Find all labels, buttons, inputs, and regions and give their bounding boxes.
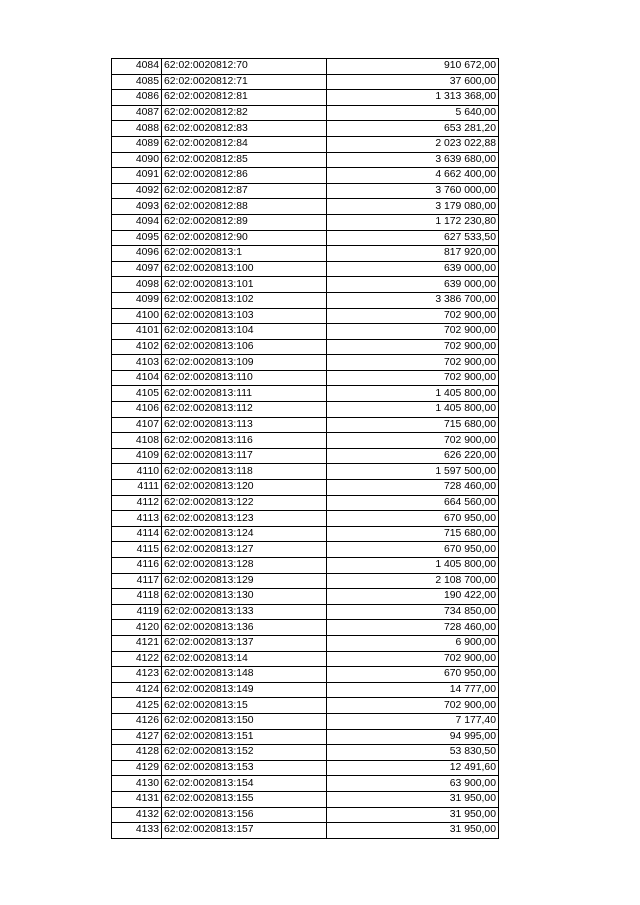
row-number-cell: 4092	[112, 183, 162, 199]
cadastral-number-cell: 62:02:0020813:113	[162, 417, 327, 433]
row-number-cell: 4109	[112, 448, 162, 464]
row-number-cell: 4119	[112, 604, 162, 620]
cadastral-number-cell: 62:02:0020813:120	[162, 480, 327, 496]
row-number-cell: 4098	[112, 277, 162, 293]
row-number-cell: 4133	[112, 823, 162, 839]
table-row	[112, 776, 499, 792]
cadastral-number-cell: 62:02:0020813:15	[162, 698, 327, 714]
cadastral-value-cell: 639 000,00	[327, 261, 499, 277]
row-number-cell: 4122	[112, 651, 162, 667]
row-number-cell: 4117	[112, 573, 162, 589]
cadastral-number-cell: 62:02:0020813:112	[162, 402, 327, 418]
cadastral-value-cell: 1 172 230,80	[327, 214, 499, 230]
table-row	[112, 292, 499, 308]
table-row	[112, 589, 499, 605]
cadastral-number-cell: 62:02:0020813:136	[162, 620, 327, 636]
row-number-cell: 4091	[112, 168, 162, 184]
row-number-cell: 4094	[112, 214, 162, 230]
cadastral-value-cell: 702 900,00	[327, 324, 499, 340]
cadastral-value-cell: 702 900,00	[327, 339, 499, 355]
cadastral-number-cell: 62:02:0020812:84	[162, 136, 327, 152]
table-row	[112, 526, 499, 542]
table-row	[112, 729, 499, 745]
cadastral-number-cell: 62:02:0020813:123	[162, 511, 327, 527]
cadastral-value-table	[111, 58, 499, 839]
cadastral-number-cell: 62:02:0020813:152	[162, 745, 327, 761]
cadastral-value-cell: 94 995,00	[327, 729, 499, 745]
cadastral-number-cell: 62:02:0020813:101	[162, 277, 327, 293]
table-row	[112, 698, 499, 714]
table-row	[112, 464, 499, 480]
row-number-cell: 4093	[112, 199, 162, 215]
row-number-cell: 4087	[112, 105, 162, 121]
cadastral-value-cell: 1 405 800,00	[327, 386, 499, 402]
row-number-cell: 4110	[112, 464, 162, 480]
row-number-cell: 4084	[112, 59, 162, 75]
cadastral-number-cell: 62:02:0020812:71	[162, 74, 327, 90]
cadastral-value-cell: 7 177,40	[327, 713, 499, 729]
table-row	[112, 136, 499, 152]
cadastral-value-cell: 702 900,00	[327, 370, 499, 386]
cadastral-value-cell: 670 950,00	[327, 511, 499, 527]
cadastral-number-cell: 62:02:0020813:154	[162, 776, 327, 792]
cadastral-value-cell: 6 900,00	[327, 635, 499, 651]
table-row	[112, 448, 499, 464]
row-number-cell: 4124	[112, 682, 162, 698]
cadastral-number-cell: 62:02:0020813:133	[162, 604, 327, 620]
row-number-cell: 4104	[112, 370, 162, 386]
cadastral-number-cell: 62:02:0020813:122	[162, 495, 327, 511]
row-number-cell: 4107	[112, 417, 162, 433]
row-number-cell: 4103	[112, 355, 162, 371]
cadastral-value-cell: 715 680,00	[327, 526, 499, 542]
cadastral-number-cell: 62:02:0020813:124	[162, 526, 327, 542]
row-number-cell: 4129	[112, 760, 162, 776]
row-number-cell: 4106	[112, 402, 162, 418]
cadastral-value-cell: 12 491,60	[327, 760, 499, 776]
cadastral-value-cell: 37 600,00	[327, 74, 499, 90]
cadastral-value-cell: 817 920,00	[327, 246, 499, 262]
cadastral-value-cell: 627 533,50	[327, 230, 499, 246]
table-row	[112, 791, 499, 807]
row-number-cell: 4118	[112, 589, 162, 605]
table-row	[112, 511, 499, 527]
cadastral-value-cell: 3 386 700,00	[327, 292, 499, 308]
row-number-cell: 4088	[112, 121, 162, 137]
cadastral-number-cell: 62:02:0020812:70	[162, 59, 327, 75]
table-row	[112, 59, 499, 75]
cadastral-value-cell: 3 760 000,00	[327, 183, 499, 199]
cadastral-value-cell: 702 900,00	[327, 308, 499, 324]
cadastral-value-cell: 1 597 500,00	[327, 464, 499, 480]
cadastral-number-cell: 62:02:0020813:151	[162, 729, 327, 745]
table-row	[112, 261, 499, 277]
cadastral-value-cell: 910 672,00	[327, 59, 499, 75]
row-number-cell: 4121	[112, 635, 162, 651]
table-row	[112, 745, 499, 761]
cadastral-value-cell: 702 900,00	[327, 651, 499, 667]
cadastral-value-cell: 190 422,00	[327, 589, 499, 605]
cadastral-number-cell: 62:02:0020812:88	[162, 199, 327, 215]
row-number-cell: 4105	[112, 386, 162, 402]
cadastral-value-cell: 53 830,50	[327, 745, 499, 761]
cadastral-value-cell: 14 777,00	[327, 682, 499, 698]
cadastral-value-cell: 670 950,00	[327, 667, 499, 683]
table-row	[112, 604, 499, 620]
cadastral-number-cell: 62:02:0020813:153	[162, 760, 327, 776]
row-number-cell: 4095	[112, 230, 162, 246]
row-number-cell: 4100	[112, 308, 162, 324]
cadastral-value-cell: 715 680,00	[327, 417, 499, 433]
row-number-cell: 4126	[112, 713, 162, 729]
cadastral-number-cell: 62:02:0020813:104	[162, 324, 327, 340]
table-row	[112, 90, 499, 106]
table-row	[112, 230, 499, 246]
row-number-cell: 4128	[112, 745, 162, 761]
table-row	[112, 402, 499, 418]
cadastral-number-cell: 62:02:0020813:157	[162, 823, 327, 839]
cadastral-value-cell: 1 313 368,00	[327, 90, 499, 106]
table-row	[112, 573, 499, 589]
row-number-cell: 4112	[112, 495, 162, 511]
cadastral-number-cell: 62:02:0020813:111	[162, 386, 327, 402]
cadastral-value-cell: 4 662 400,00	[327, 168, 499, 184]
table-row	[112, 370, 499, 386]
cadastral-number-cell: 62:02:0020813:110	[162, 370, 327, 386]
table-row	[112, 246, 499, 262]
cadastral-value-cell: 626 220,00	[327, 448, 499, 464]
cadastral-number-cell: 62:02:0020813:128	[162, 558, 327, 574]
row-number-cell: 4127	[112, 729, 162, 745]
cadastral-value-cell: 31 950,00	[327, 823, 499, 839]
row-number-cell: 4120	[112, 620, 162, 636]
cadastral-value-cell: 2 108 700,00	[327, 573, 499, 589]
cadastral-value-cell: 5 640,00	[327, 105, 499, 121]
cadastral-number-cell: 62:02:0020812:90	[162, 230, 327, 246]
cadastral-value-cell: 653 281,20	[327, 121, 499, 137]
table-row	[112, 339, 499, 355]
cadastral-number-cell: 62:02:0020813:106	[162, 339, 327, 355]
cadastral-number-cell: 62:02:0020813:1	[162, 246, 327, 262]
cadastral-number-cell: 62:02:0020813:116	[162, 433, 327, 449]
cadastral-number-cell: 62:02:0020813:149	[162, 682, 327, 698]
table-row	[112, 495, 499, 511]
row-number-cell: 4114	[112, 526, 162, 542]
table-row	[112, 152, 499, 168]
cadastral-value-cell: 670 950,00	[327, 542, 499, 558]
table-row	[112, 324, 499, 340]
cadastral-number-cell: 62:02:0020813:103	[162, 308, 327, 324]
table-row	[112, 183, 499, 199]
table-row	[112, 620, 499, 636]
table-row	[112, 760, 499, 776]
table-row	[112, 199, 499, 215]
cadastral-value-cell: 734 850,00	[327, 604, 499, 620]
table-row	[112, 417, 499, 433]
cadastral-number-cell: 62:02:0020812:89	[162, 214, 327, 230]
table-row	[112, 277, 499, 293]
table-row	[112, 713, 499, 729]
cadastral-value-cell: 2 023 022,88	[327, 136, 499, 152]
row-number-cell: 4111	[112, 480, 162, 496]
cadastral-value-cell: 702 900,00	[327, 698, 499, 714]
cadastral-number-cell: 62:02:0020813:148	[162, 667, 327, 683]
cadastral-number-cell: 62:02:0020812:85	[162, 152, 327, 168]
table-row	[112, 823, 499, 839]
table-row	[112, 558, 499, 574]
table-row	[112, 542, 499, 558]
row-number-cell: 4130	[112, 776, 162, 792]
row-number-cell: 4113	[112, 511, 162, 527]
cadastral-value-cell: 31 950,00	[327, 791, 499, 807]
cadastral-number-cell: 62:02:0020813:156	[162, 807, 327, 823]
row-number-cell: 4123	[112, 667, 162, 683]
cadastral-value-cell: 31 950,00	[327, 807, 499, 823]
row-number-cell: 4108	[112, 433, 162, 449]
table-row	[112, 355, 499, 371]
row-number-cell: 4132	[112, 807, 162, 823]
cadastral-value-cell: 702 900,00	[327, 355, 499, 371]
cadastral-number-cell: 62:02:0020813:100	[162, 261, 327, 277]
cadastral-value-cell: 639 000,00	[327, 277, 499, 293]
row-number-cell: 4097	[112, 261, 162, 277]
row-number-cell: 4101	[112, 324, 162, 340]
table-row	[112, 105, 499, 121]
cadastral-number-cell: 62:02:0020813:150	[162, 713, 327, 729]
cadastral-value-cell: 702 900,00	[327, 433, 499, 449]
table-row	[112, 214, 499, 230]
cadastral-number-cell: 62:02:0020813:130	[162, 589, 327, 605]
table-row	[112, 433, 499, 449]
cadastral-value-cell: 728 460,00	[327, 620, 499, 636]
cadastral-number-cell: 62:02:0020813:14	[162, 651, 327, 667]
cadastral-value-cell: 3 639 680,00	[327, 152, 499, 168]
table-row	[112, 651, 499, 667]
table-row	[112, 121, 499, 137]
row-number-cell: 4096	[112, 246, 162, 262]
cadastral-number-cell: 62:02:0020812:87	[162, 183, 327, 199]
table-row	[112, 386, 499, 402]
cadastral-number-cell: 62:02:0020813:137	[162, 635, 327, 651]
cadastral-number-cell: 62:02:0020812:83	[162, 121, 327, 137]
row-number-cell: 4099	[112, 292, 162, 308]
cadastral-number-cell: 62:02:0020813:155	[162, 791, 327, 807]
cadastral-number-cell: 62:02:0020813:127	[162, 542, 327, 558]
cadastral-number-cell: 62:02:0020812:81	[162, 90, 327, 106]
cadastral-number-cell: 62:02:0020813:109	[162, 355, 327, 371]
row-number-cell: 4131	[112, 791, 162, 807]
cadastral-value-cell: 63 900,00	[327, 776, 499, 792]
row-number-cell: 4102	[112, 339, 162, 355]
row-number-cell: 4085	[112, 74, 162, 90]
cadastral-value-cell: 728 460,00	[327, 480, 499, 496]
table-row	[112, 667, 499, 683]
row-number-cell: 4125	[112, 698, 162, 714]
table-row	[112, 74, 499, 90]
row-number-cell: 4089	[112, 136, 162, 152]
row-number-cell: 4086	[112, 90, 162, 106]
cadastral-number-cell: 62:02:0020813:102	[162, 292, 327, 308]
row-number-cell: 4116	[112, 558, 162, 574]
table-row	[112, 635, 499, 651]
table-row	[112, 807, 499, 823]
cadastral-number-cell: 62:02:0020813:129	[162, 573, 327, 589]
table-body	[112, 59, 499, 839]
cadastral-value-cell: 3 179 080,00	[327, 199, 499, 215]
table-row	[112, 682, 499, 698]
cadastral-value-cell: 664 560,00	[327, 495, 499, 511]
cadastral-number-cell: 62:02:0020812:82	[162, 105, 327, 121]
cadastral-number-cell: 62:02:0020813:118	[162, 464, 327, 480]
row-number-cell: 4115	[112, 542, 162, 558]
cadastral-value-cell: 1 405 800,00	[327, 558, 499, 574]
cadastral-number-cell: 62:02:0020812:86	[162, 168, 327, 184]
cadastral-value-cell: 1 405 800,00	[327, 402, 499, 418]
table-row	[112, 480, 499, 496]
table-row	[112, 168, 499, 184]
table-row	[112, 308, 499, 324]
row-number-cell: 4090	[112, 152, 162, 168]
cadastral-number-cell: 62:02:0020813:117	[162, 448, 327, 464]
